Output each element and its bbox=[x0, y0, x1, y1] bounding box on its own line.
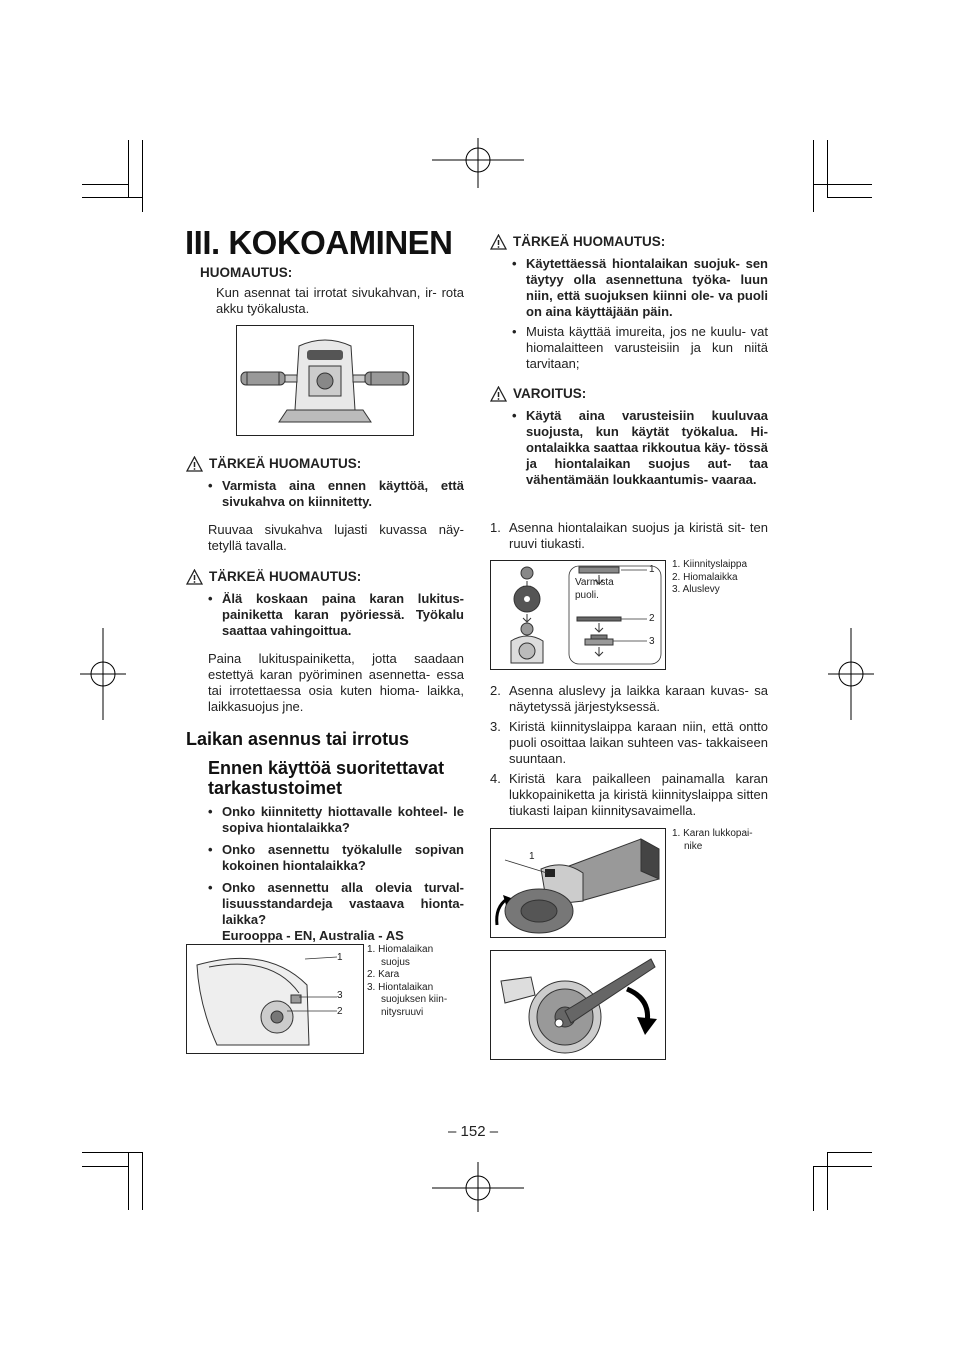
crop-mark bbox=[142, 1152, 143, 1210]
subsection-heading: Ennen käyttöä suoritettavat tarkastustoimet bbox=[208, 758, 445, 798]
list-item: • Muista käyttää imureita, jos ne kuulu- vat hiomalaitteen varusteisiin ja kun niitä tarvitaan; bbox=[512, 324, 768, 372]
figure-wheel-parts bbox=[490, 560, 666, 670]
section-heading: Laikan asennus tai irrotus bbox=[186, 729, 410, 749]
page-title: III. KOKOAMINEN bbox=[185, 224, 453, 261]
crop-mark bbox=[827, 1152, 828, 1210]
warning-label: VAROITUS: bbox=[513, 386, 587, 401]
warning-list bbox=[512, 256, 768, 372]
instruction-text: Paina lukituspainiketta, jotta saadaan estettyä karan pyöriminen asennetta- essa tai irrotettaessa osia kuten hioma- laikka, laikkasuojus jne. bbox=[208, 651, 464, 714]
warning-triangle-icon bbox=[490, 234, 507, 250]
steps-list bbox=[490, 683, 768, 819]
step-item: 4. Kiristä kara paikalleen painamalla karan lukkopainiketta ja kiristä kiinnityslaippa sitten tiukasti laipan kiinnitysavaimella. bbox=[490, 771, 768, 818]
list-item: • Käytä aina varusteisiin kuuluvaa suojusta, kun käytät työkalua. Hi- ontalaikka saattaa rikkoutua käy- tössä ja hiontalaikan suojus aut- taa vähentämään loukkaantumis- vaaraa. bbox=[512, 408, 768, 488]
warning-heading bbox=[186, 456, 464, 472]
list-item: • Älä koskaan paina karan lukitus- painiketta karan pyöriessä. Työkalu saattaa vahingoittua. bbox=[208, 591, 464, 639]
checks-list bbox=[208, 804, 464, 944]
warning-triangle-icon bbox=[186, 456, 203, 472]
figure-legend: 1. Hiomalaikan suojus 2. Kara 3. Hiontalaikan suojuksen kiin- nitysruuvi bbox=[367, 944, 448, 1018]
figure-legend: 1. Karan lukkopai- nike bbox=[672, 828, 753, 852]
crop-mark bbox=[82, 1152, 142, 1153]
registration-target-icon bbox=[80, 628, 126, 720]
crop-mark bbox=[82, 1166, 129, 1167]
step-1 bbox=[490, 520, 768, 556]
note-label: HUOMAUTUS: bbox=[200, 265, 293, 280]
registration-target-icon bbox=[432, 1162, 524, 1212]
crop-mark bbox=[813, 140, 814, 212]
crop-mark bbox=[827, 140, 828, 198]
warning-list bbox=[208, 591, 464, 639]
side-handle-illustration bbox=[237, 326, 413, 435]
checks-block bbox=[208, 804, 464, 944]
figure-note: Varmista puoli. bbox=[575, 577, 614, 601]
callout-3: 3 bbox=[337, 990, 343, 1001]
crop-mark bbox=[82, 197, 142, 198]
warning-heading bbox=[490, 234, 768, 250]
crop-mark bbox=[814, 184, 872, 185]
page-number: – 152 – bbox=[448, 1123, 499, 1140]
crop-mark bbox=[814, 1166, 872, 1167]
warning-label: TÄRKEÄ HUOMAUTUS: bbox=[209, 569, 362, 584]
flange-wrench-illustration bbox=[491, 951, 665, 1059]
list-item bbox=[208, 880, 464, 944]
warning-list bbox=[208, 478, 464, 510]
warning-list bbox=[512, 408, 768, 488]
callout-1: 1 bbox=[337, 952, 343, 963]
crop-mark bbox=[142, 140, 143, 212]
figure-spindle-lock bbox=[490, 828, 666, 938]
figure-wheel-guard bbox=[186, 944, 364, 1054]
warning-heading bbox=[490, 386, 768, 402]
warning-triangle-icon bbox=[490, 386, 507, 402]
figure-flange-wrench bbox=[490, 950, 666, 1060]
warning-block-3 bbox=[490, 234, 768, 376]
steps-2-4 bbox=[490, 683, 768, 823]
crop-mark bbox=[128, 140, 129, 198]
warning-triangle-icon bbox=[186, 569, 203, 585]
list-item: • Varmista aina ennen käyttöä, että sivukahva on kiinnitetty. bbox=[208, 478, 464, 510]
warning-block-2 bbox=[186, 569, 464, 715]
warning-label: TÄRKEÄ HUOMAUTUS: bbox=[513, 234, 666, 249]
steps-list bbox=[490, 520, 768, 552]
registration-target-icon bbox=[828, 628, 874, 720]
figure-legend: 1. Kiinnityslaippa 2. Hiomalaikka 3. Aluslevy bbox=[672, 559, 748, 595]
crop-mark bbox=[827, 197, 872, 198]
warning-block-1 bbox=[186, 456, 464, 554]
list-item: • Onko asennettu työkalulle sopivan kokoinen hiontalaikka? bbox=[208, 842, 464, 874]
list-item: • Käytettäessä hiontalaikan suojuk- sen täytyy olla asennettuna työka- luun niin, että suojuksen kiinni ole- va puoli on aina käyttäjään päin. bbox=[512, 256, 768, 320]
crop-mark bbox=[82, 184, 129, 185]
callout-1: 1 bbox=[529, 851, 535, 862]
registration-target-icon bbox=[432, 138, 524, 188]
warning-label: TÄRKEÄ HUOMAUTUS: bbox=[209, 456, 362, 471]
callout-2: 2 bbox=[649, 613, 655, 624]
crop-mark bbox=[813, 1166, 814, 1211]
crop-mark bbox=[827, 1152, 872, 1153]
crop-mark bbox=[128, 1152, 129, 1210]
warning-heading bbox=[186, 569, 464, 585]
instruction-text: Ruuvaa sivukahva lujasti kuvassa näy- tetyllä tavalla. bbox=[208, 522, 464, 553]
note-block bbox=[200, 265, 464, 317]
step-item: 1. Asenna hiontalaikan suojus ja kiristä sit- ten ruuvi tiukasti. bbox=[490, 520, 768, 551]
standards-text: Eurooppa - EN, Australia - AS bbox=[222, 928, 404, 943]
step-item: 3. Kiristä kiinnityslaippa karaan niin, että ontto puoli osoittaa laikan suhteen vas- takkaiseen suuntaan. bbox=[490, 719, 768, 766]
spindle-lock-illustration bbox=[491, 829, 665, 937]
note-text: Kun asennat tai irrotat sivukahvan, ir- rota akku työkalusta. bbox=[216, 285, 464, 316]
list-item-text: Onko asennettu alla olevia turval- lisuusstandardeja vastaava hionta- laikka? bbox=[222, 880, 464, 927]
warning-block-4 bbox=[490, 386, 768, 492]
figure-side-handle bbox=[236, 325, 414, 436]
callout-2: 2 bbox=[337, 1006, 343, 1017]
list-item: • Onko kiinnitetty hiottavalle kohteel- le sopiva hiontalaikka? bbox=[208, 804, 464, 836]
callout-3: 3 bbox=[649, 636, 655, 647]
step-item: 2. Asenna aluslevy ja laikka karaan kuvas- sa näytetyssä järjestyksessä. bbox=[490, 683, 768, 714]
callout-1: 1 bbox=[649, 564, 655, 575]
